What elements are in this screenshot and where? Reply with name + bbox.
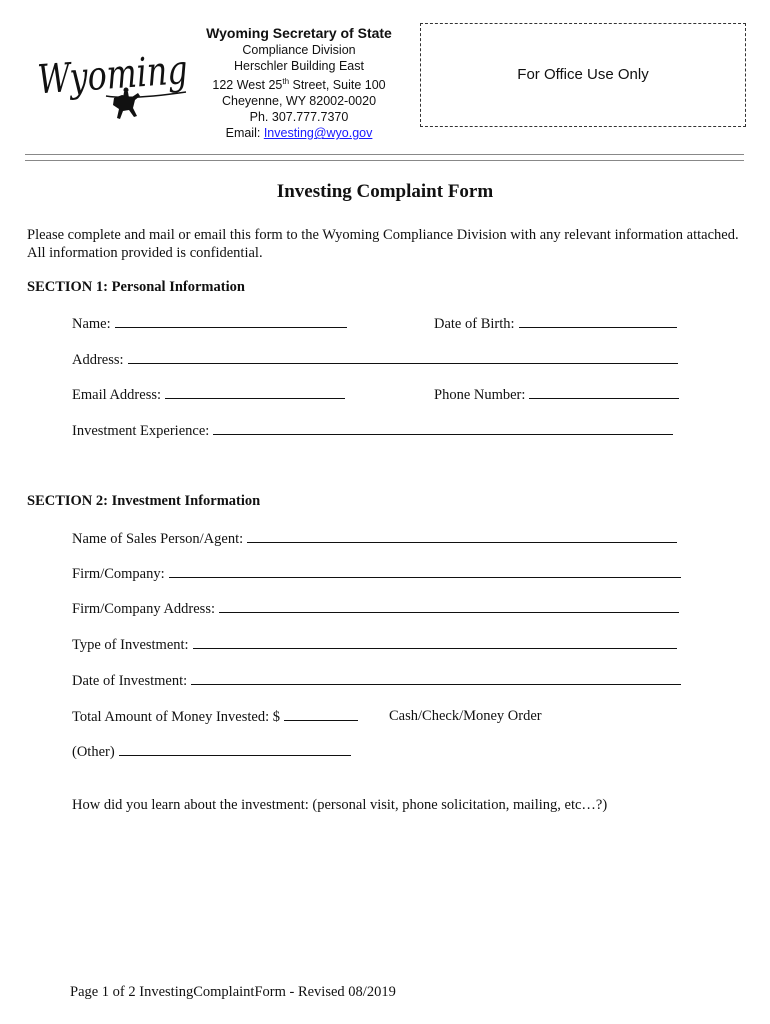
investment-date-label: Date of Investment: [72,673,188,689]
header-divider-top [25,154,744,155]
investment-date-field [72,672,681,690]
firm-field [72,565,681,583]
city-state-zip: Cheyenne, WY 82002-0020 [221,94,377,109]
wyoming-logo [36,40,229,125]
name-label: Name: [72,316,111,332]
address-label: Address: [72,352,124,368]
other-label: (Other) [72,744,115,760]
investment-type-label: Type of Investment: [72,637,189,653]
payment-methods-label: Cash/Check/Money Order [389,708,542,724]
phone-input[interactable] [529,386,679,399]
dob-label: Date of Birth: [434,316,515,332]
investment-date-input[interactable] [191,672,681,685]
dob-field [434,315,677,333]
section-1-title: SECTION 1: Personal Information [27,279,245,295]
other-input[interactable] [119,743,351,756]
phone-number: Ph. 307.777.7370 [249,110,349,125]
agency-address-block [196,24,402,141]
division-name: Compliance Division [242,43,356,57]
phone-field [434,386,679,404]
email-link[interactable]: Investing@wyo.gov [263,126,373,141]
firm-address-field [72,600,679,618]
firm-address-label: Firm/Company Address: [72,601,215,617]
name-input[interactable] [115,315,347,328]
firm-label: Firm/Company: [72,566,165,582]
email-address-label: Email Address: [72,387,162,403]
phone-label: Phone Number: [434,387,526,403]
form-title: Investing Complaint Form [276,181,494,202]
street-address-ordinal: th [282,77,290,86]
street-address-rest: Street, Suite 100 [289,78,386,93]
office-use-box [420,23,746,127]
email-line [196,125,402,141]
page-footer: Page 1 of 2 InvestingComplaintForm - Revised 08/2019 [70,984,396,1000]
sales-person-input[interactable] [247,530,677,543]
how-learned-label: How did you learn about the investment: (personal visit, phone solicitation, mailing, etc…?) [72,797,608,813]
total-amount-label: Total Amount of Money Invested: $ [72,709,280,725]
street-address [196,74,402,93]
experience-field [72,422,673,440]
experience-label: Investment Experience: [72,423,210,439]
sales-person-field [72,530,677,548]
agency-name: Wyoming Secretary of State [206,25,392,41]
total-amount-field [72,708,358,726]
investment-type-field [72,636,677,654]
investment-type-input[interactable] [193,636,677,649]
email-field [72,386,345,404]
name-field [72,315,347,333]
building-name: Herschler Building East [234,59,364,73]
payment-methods [389,708,542,725]
sales-person-label: Name of Sales Person/Agent: [72,531,244,547]
address-input[interactable] [128,351,678,364]
total-amount-input[interactable] [284,708,358,721]
dob-input[interactable] [519,315,677,328]
address-field [72,351,678,369]
other-field [72,743,351,761]
office-use-label: For Office Use Only [517,66,649,83]
email-address-input[interactable] [165,386,345,399]
how-learned-answer-area[interactable] [72,822,692,962]
experience-input[interactable] [213,422,673,435]
street-address-number: 122 West 25 [212,78,283,93]
section-2-title: SECTION 2: Investment Information [27,493,261,509]
form-instructions: Please complete and mail or email this form to the Wyoming Compliance Division with any relevant information attached. All information provided is confidential. [27,227,739,261]
how-learned-field [72,797,607,814]
wyoming-logo-text: Wyoming [36,44,229,104]
firm-input[interactable] [169,565,681,578]
email-label: Email: [225,126,264,141]
header-divider-bottom [25,160,744,161]
firm-address-input[interactable] [219,600,679,613]
